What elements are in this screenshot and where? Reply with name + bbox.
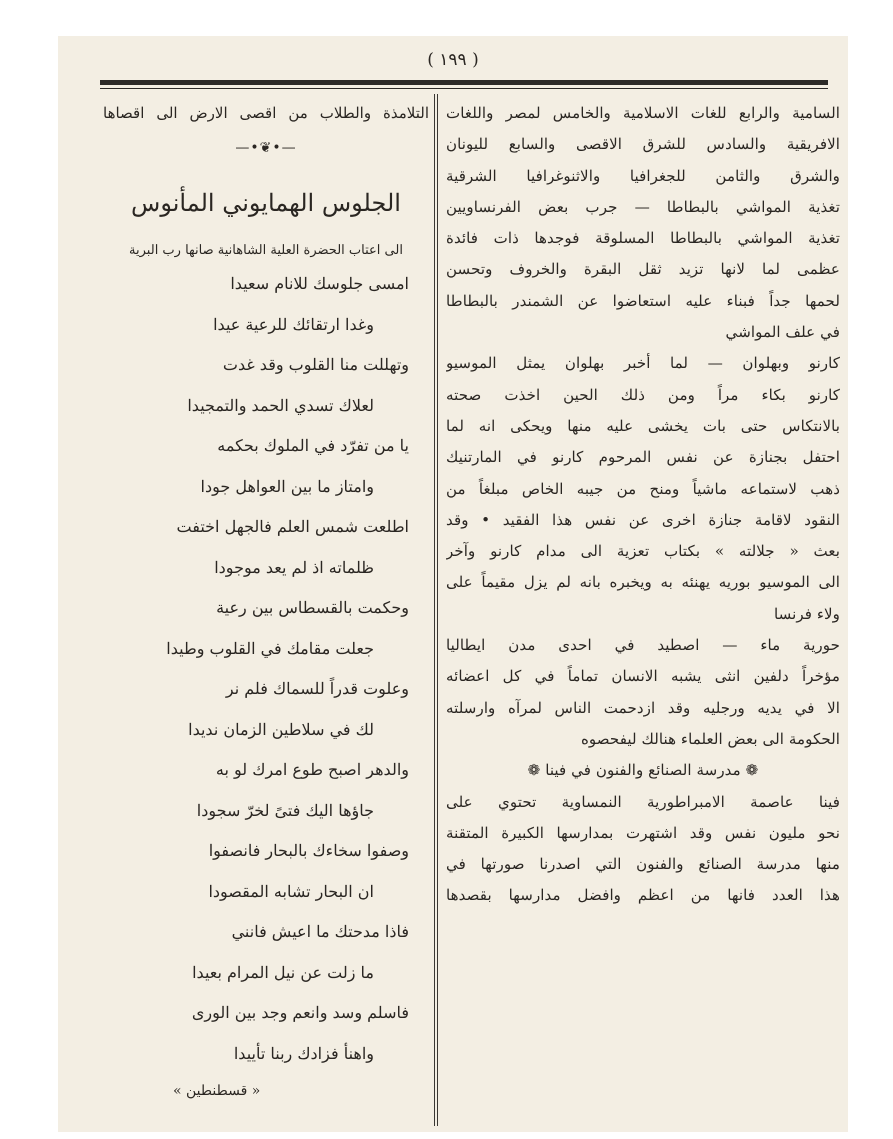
poem-verse: جعلت مقامك في القلوب وطيدا	[166, 638, 374, 658]
article-text-line: بالانتكاس حتى بات يخشى عليه منها ويحكى انه لما	[446, 416, 840, 435]
poem-verse: وغدا ارتقائك للرعية عيدا	[213, 314, 374, 334]
poem-verse: ظلماته اذ لم يعد موجودا	[214, 557, 374, 577]
poem-verse: يا من تفرّد في الملوك بحكمه	[217, 436, 409, 455]
poem-verse: وعلوت قدراً للسماك فلم نر	[225, 679, 409, 698]
article-text-line: كارنو وبهلوان — لما أخبر بهلوان يمثل الموسيو	[446, 354, 840, 373]
header-rule-thick	[100, 80, 828, 85]
poem-verse: فاسلم وسد وانعم وجد بين الورى	[191, 1003, 409, 1022]
poem-verses	[103, 264, 429, 1074]
poem-title: الجلوس الهمايوني المأنوس	[131, 189, 401, 217]
article-text-line: لحمها جداً فبناء عليه استعاضوا عن الشمندر بالبطاطا	[446, 291, 840, 310]
article-text-line: والشرق والثامن للجغرافيا والاثنوغرافيا الشرقية	[446, 166, 840, 185]
article-text-line: ولاء فرنسا	[773, 604, 840, 623]
section-ornament: —•❦•—	[235, 140, 297, 156]
poem-signature: « قسطنطين »	[173, 1083, 261, 1099]
article-text-line: ذهب لاستماعه ماشياً ومنح من جيبه الخاص مبلغاً من	[446, 479, 840, 498]
article-text-line: حورية ماء — اصطيد في احدى مدن ايطاليا	[446, 636, 840, 655]
article-text-line: النقود لاقامة جنازة اخرى عن نفس هذا الفقيد • وقد	[446, 510, 840, 529]
article-text-line: في علف المواشي	[725, 323, 840, 342]
page-number: ( ١٩٩ )	[427, 50, 479, 70]
poem-verse: ان البحار تشابه المقصودا	[208, 881, 374, 901]
poem-verse: وتهللت منا القلوب وقد غدت	[222, 355, 409, 374]
poem-verse: وحكمت بالقسطاس بين رعية	[216, 598, 409, 617]
article-text-line: تغذية المواشي بالبطاطا المسلوقة فوجدها ذات فائدة	[446, 229, 840, 248]
article-text-line: فينا عاصمة الامبراطورية النمساوية تحتوي على	[446, 792, 840, 811]
column-divider	[434, 94, 435, 1126]
left-column	[103, 98, 429, 1108]
poem-verse: لعلاك تسدي الحمد والتمجيدا	[187, 395, 374, 415]
article-text-line: الى الموسيو بوريه يهنئه به ويخبره بانه لم يزل مقيماً على	[446, 573, 840, 592]
article-text-line: منها مدرسة الصنائع والفنون التي اصدرنا صورتها في	[446, 855, 840, 874]
right-column	[446, 98, 840, 912]
article-text-line: هذا العدد فانها من اعظم وافضل مدارسها بقصدها	[446, 886, 840, 905]
poem-verse: ما زلت عن نيل المرام بعيدا	[192, 962, 374, 982]
continued-text-line: التلامذة والطلاب من اقصى الارض الى اقصاها	[103, 104, 429, 122]
poem-verse: وامتاز ما بين العواهل جودا	[200, 476, 374, 496]
poem-verse: والدهر اصبح طوع امرك لو به	[215, 760, 409, 779]
poem-verse: فاذا مدحتك ما اعيش فانني	[231, 922, 409, 941]
article-text-line: الحكومة الى بعض العلماء هنالك ليفحصوه	[580, 729, 840, 748]
header-rule-thin	[100, 88, 828, 89]
article-text-line: نحو مليون نفس وقد اشتهرت بمدارسها الكبيرة المتقنة	[446, 823, 840, 842]
article-text-line: الافريقية والسادس للشرق الاقصى والسابع لليونان	[446, 135, 840, 154]
poem-verse: لك في سلاطين الزمان نديدا	[188, 719, 374, 739]
poem-verse: امسى جلوسك للانام سعيدا	[230, 274, 409, 293]
article-text-line: مؤخراً دلفين انثى يشبه الانسان تماماً في كل اعضائه	[446, 667, 840, 686]
poem-verse: اطلعت شمس العلم فالجهل اختفت	[176, 517, 409, 536]
paper-sheet	[58, 36, 848, 1132]
poem-verse: جاؤها اليك فتىً لخرّ سجودا	[196, 800, 374, 820]
article-text-line: احتفل بجنازة عن نفس المرحوم كارنو في المارتنيك	[446, 448, 840, 467]
poem-dedication: الى اعتاب الحضرة العلية الشاهانية صانها رب البرية	[129, 243, 403, 258]
article-text-line: كارنو بكاء مراً ومن ذلك الحين اخذت صحته	[446, 385, 840, 404]
poem-verse: وصفوا سخاءك بالبحار فانصفوا	[208, 841, 409, 860]
section-heading: ❁ مدرسة الصنائع والفنون في فينا ❁	[527, 761, 759, 780]
article-text-line: بعث « جلالته » بكتاب تعزية الى مدام كارنو وآخر	[446, 542, 840, 561]
article-text-line: الا في يديه ورجليه وقد ازدحمت الناس لمرآه وارسلته	[446, 698, 840, 717]
article-text-line: عظمى لما لانها تزيد ثقل البقرة والخروف وتحسن	[446, 260, 840, 279]
poem-verse: واهنأ فزادك ربنا تأييدا	[233, 1043, 374, 1063]
article-text-line: السامية والرابع للغات الاسلامية والخامس لمصر واللغات	[446, 104, 840, 122]
article-text-line: تغذية المواشي بالبطاطا — جرب بعض الفرنساويين	[446, 197, 840, 216]
